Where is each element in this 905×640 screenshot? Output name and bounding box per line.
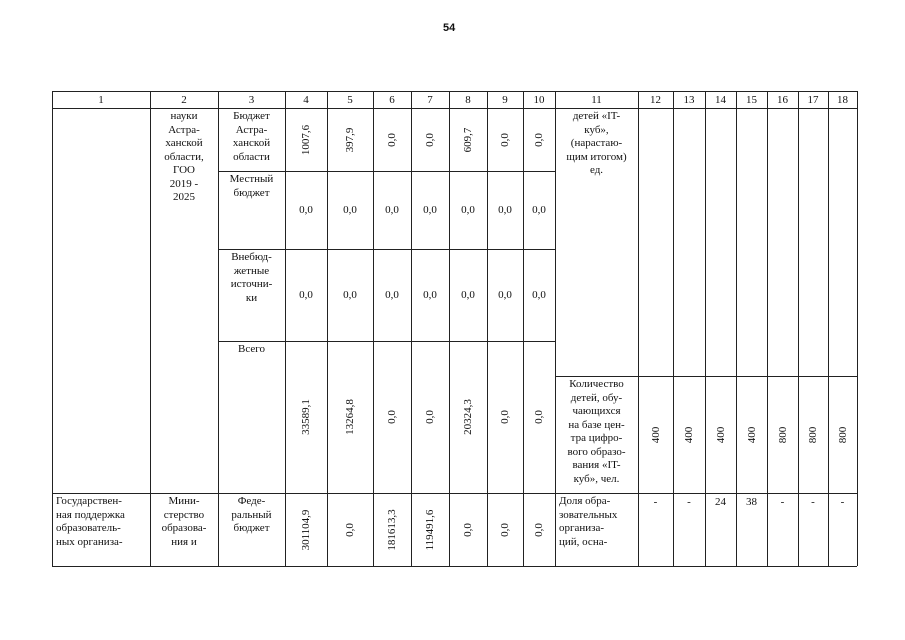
column-rule-15	[767, 91, 768, 566]
funding-source-label: Всего	[238, 343, 265, 355]
indicator-target-value: 400	[745, 426, 758, 443]
funding-value: 33589,1	[300, 399, 312, 435]
page-number: 54	[443, 22, 456, 34]
indicator-rule	[555, 376, 857, 377]
column-header-16: 16	[777, 94, 788, 106]
program-name-cell: Государствен- ная поддержка образователь- ных организа-	[56, 495, 125, 548]
column-rule-11	[638, 91, 639, 566]
funding-value: 609,7	[462, 127, 474, 152]
column-rule-17	[828, 91, 829, 566]
column-rule-8	[487, 91, 488, 566]
column-header-18: 18	[837, 94, 848, 106]
column-header-15: 15	[746, 94, 757, 106]
project-name-cell: науки Астра- ханской области, ГОО 2019 - 2025	[164, 110, 204, 203]
funding-value: 0,0	[499, 522, 511, 537]
column-rule-0	[52, 91, 53, 566]
funding-value: 0,0	[461, 289, 475, 301]
indicator-text-2: Количество детей, обу- чающихся на базе цен- тра цифро- вого образо- вания «IT- куб», чел.	[567, 378, 626, 485]
column-rule-9	[523, 91, 524, 566]
funding-source-label: Внебюд- жетные источни- ки	[230, 251, 273, 304]
funding-value: 1007,6	[300, 124, 312, 155]
indicator-target-value: -	[840, 496, 845, 508]
funding-source-label: Бюджет Астра- ханской области	[232, 110, 271, 163]
column-header-14: 14	[715, 94, 726, 106]
funding-value: 0,0	[386, 132, 398, 147]
indicator-text-3: Доля обра- зовательных организа- ций, осна-	[559, 495, 618, 548]
funding-value: 13264,8	[344, 399, 356, 435]
funding-value: 0,0	[343, 204, 357, 216]
column-rule-6	[411, 91, 412, 566]
indicator-target-value: 24	[715, 496, 726, 508]
column-header-7: 7	[427, 94, 433, 106]
funding-source-label: Местный бюджет	[229, 173, 274, 199]
column-rule-13	[705, 91, 706, 566]
funding-value: 0,0	[299, 289, 313, 301]
column-rule-3	[285, 91, 286, 566]
column-header-10: 10	[533, 94, 545, 106]
indicator-target-value: -	[653, 496, 658, 508]
funding-value: 0,0	[423, 289, 437, 301]
table-bottom-rule	[52, 566, 857, 567]
column-rule-12	[673, 91, 674, 566]
funding-value: 20324,3	[462, 399, 474, 435]
funding-value: 397,9	[344, 127, 356, 152]
column-rule-4	[327, 91, 328, 566]
indicator-target-value: 400	[683, 426, 695, 443]
column-header-17: 17	[807, 94, 819, 106]
column-rule-16	[798, 91, 799, 566]
funding-value: 0,0	[344, 522, 356, 537]
indicator-target-value: -	[687, 496, 691, 508]
column-header-4: 4	[303, 94, 309, 106]
funding-value: 181613,3	[386, 508, 398, 551]
column-header-5: 5	[347, 94, 353, 106]
funding-value: 0,0	[424, 410, 436, 424]
row-rule-1	[218, 171, 555, 172]
column-header-13: 13	[683, 94, 695, 106]
funding-value: 0,0	[385, 289, 399, 301]
indicator-target-value: 400	[649, 426, 662, 443]
row-rule-3	[218, 341, 555, 342]
column-header-3: 3	[248, 94, 255, 106]
column-rule-7	[449, 91, 450, 566]
funding-value: 0,0	[462, 522, 474, 537]
funding-value: 0,0	[499, 410, 511, 424]
funding-value: 301104,9	[300, 509, 312, 550]
indicator-target-value: -	[780, 496, 785, 508]
responsible-body-cell: Мини- стерство образова- ния и	[161, 495, 207, 548]
indicator-target-value: 400	[714, 426, 727, 443]
column-rule-14	[736, 91, 737, 566]
funding-value: 0,0	[498, 204, 512, 216]
funding-value: 0,0	[532, 204, 546, 216]
column-rule-18	[857, 91, 858, 566]
indicator-target-value: 38	[746, 496, 757, 508]
funding-value: 119491,6	[424, 509, 436, 550]
column-header-6: 6	[389, 94, 395, 106]
funding-value: 0,0	[424, 132, 436, 147]
indicator-target-value: 800	[776, 426, 789, 443]
column-header-9: 9	[502, 94, 508, 106]
indicator-target-value: 800	[836, 426, 849, 443]
funding-value: 0,0	[533, 132, 545, 147]
indicator-text-1: детей «IT- куб», (нарастаю- щим итогом) ед.	[566, 110, 627, 176]
indicator-target-value: -	[811, 496, 815, 508]
funding-value: 0,0	[498, 289, 512, 301]
funding-value: 0,0	[386, 410, 398, 424]
column-header-8: 8	[465, 94, 471, 106]
funding-value: 0,0	[385, 204, 399, 216]
funding-value: 0,0	[533, 522, 545, 537]
funding-source-label: Феде- ральный бюджет	[231, 495, 272, 534]
column-header-12: 12	[650, 94, 661, 106]
funding-value: 0,0	[343, 289, 357, 301]
funding-value: 0,0	[533, 410, 545, 424]
column-header-1: 1	[98, 94, 104, 106]
column-header-11: 11	[591, 94, 602, 106]
row-rule-2	[218, 249, 555, 250]
funding-value: 0,0	[461, 204, 475, 216]
indicator-target-value: 800	[807, 426, 819, 443]
funding-value: 0,0	[299, 204, 313, 216]
column-header-2: 2	[181, 94, 187, 106]
funding-value: 0,0	[499, 132, 511, 147]
column-rule-5	[373, 91, 374, 566]
funding-value: 0,0	[532, 289, 546, 301]
funding-value: 0,0	[423, 204, 437, 216]
